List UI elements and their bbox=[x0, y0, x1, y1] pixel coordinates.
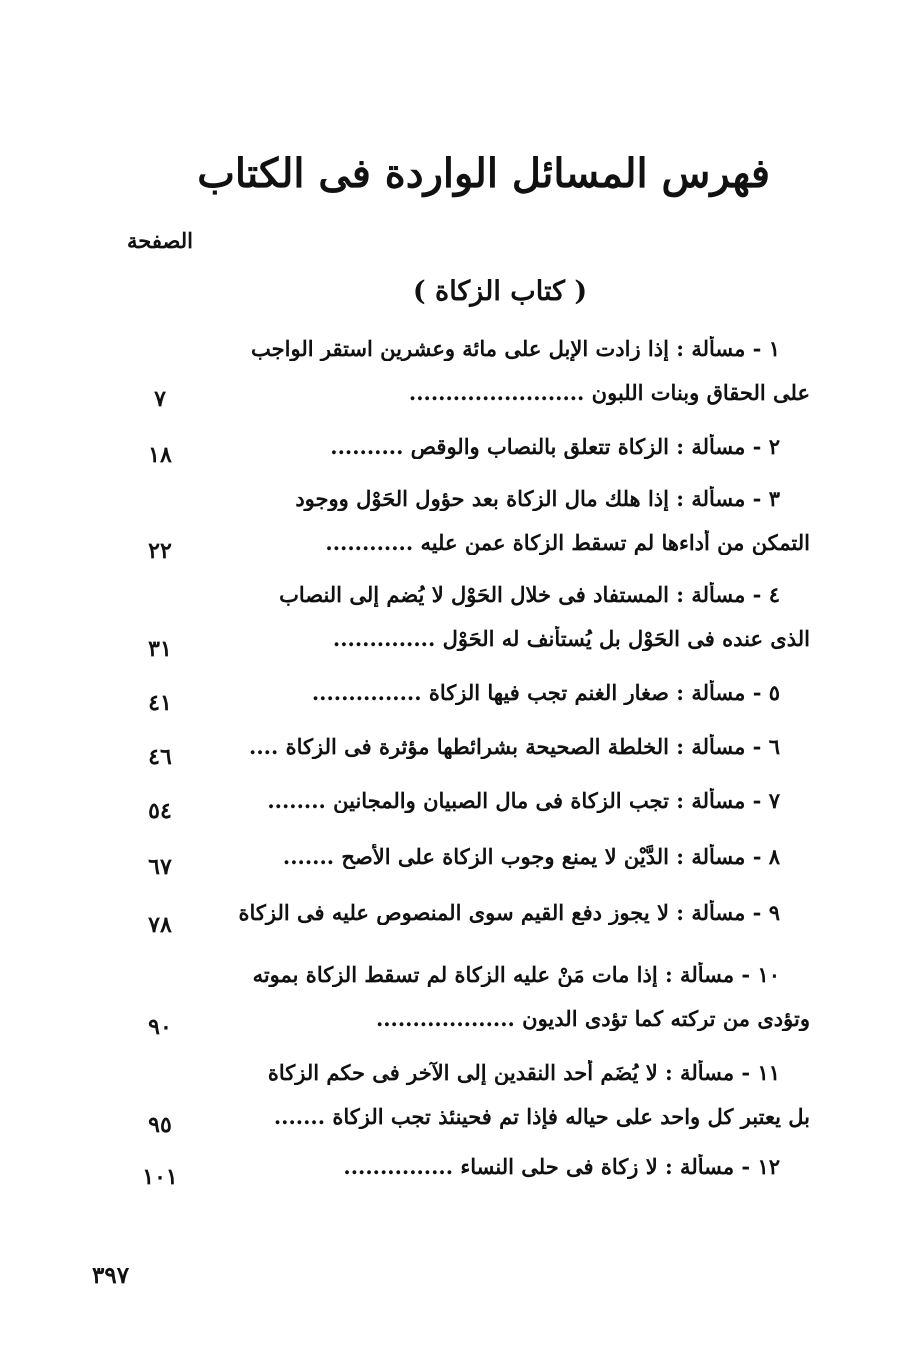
entry-line: ٨ - مسألة : الدَّيْن لا يمنع وجوب الزكاة على الأصح ....... bbox=[282, 844, 780, 869]
entry-line: ٩ - مسألة : لا يجوز دفع القيم سوى المنصوص عليه فى الزكاة bbox=[238, 900, 780, 925]
entry-page-number: ١٨ bbox=[148, 442, 172, 468]
entry-line: ٧ - مسألة : تجب الزكاة فى مال الصبيان والمجانين ........ bbox=[267, 788, 780, 813]
section-title: ( كتاب الزكاة ) bbox=[412, 276, 588, 307]
entry-line: ١٠ - مسألة : إذا مات مَنْ عليه الزكاة لم تسقط الزكاة بموته bbox=[252, 962, 780, 987]
entry-page-number: ٤١ bbox=[148, 690, 172, 716]
entry-line: ٣ - مسألة : إذا هلك مال الزكاة بعد حؤول الحَوْل ووجود bbox=[295, 486, 780, 511]
entry-line: ٢ - مسألة : الزكاة تتعلق بالنصاب والوقص .......... bbox=[330, 434, 780, 459]
entry-page-number: ٤٦ bbox=[148, 744, 172, 770]
entry-page-number: ٣١ bbox=[148, 636, 172, 662]
entry-line: ١٢ - مسألة : لا زكاة فى حلى النساء ............... bbox=[343, 1154, 780, 1179]
entry-page-number: ٧٨ bbox=[148, 912, 172, 938]
entry-line: الذى عنده فى الحَوْل بل يُستأنف له الحَوْل .............. bbox=[332, 626, 810, 651]
page-title: فهرس المسائل الواردة فى الكتاب bbox=[197, 150, 770, 197]
entry-page-number: ٥٤ bbox=[148, 798, 172, 824]
entry-line: ٥ - مسألة : صغار الغنم تجب فيها الزكاة ............... bbox=[311, 680, 780, 705]
entry-line: ٦ - مسألة : الخلطة الصحيحة بشرائطها مؤثرة فى الزكاة .... bbox=[249, 734, 780, 759]
entry-page-number: ٩٥ bbox=[148, 1112, 172, 1138]
entry-page-number: ١٠١ bbox=[142, 1164, 178, 1190]
entry-page-number: ٧ bbox=[154, 386, 166, 412]
entry-line: على الحقاق وبنات اللبون ........................ bbox=[408, 380, 810, 405]
entry-line: وتؤدى من تركته كما تؤدى الديون ................... bbox=[375, 1006, 810, 1031]
entry-line: ١ - مسألة : إذا زادت الإبل على مائة وعشرين استقر الواجب bbox=[251, 336, 780, 361]
entry-page-number: ٢٢ bbox=[148, 538, 172, 564]
entry-page-number: ٩٠ bbox=[148, 1014, 172, 1040]
page-column-header: الصفحة bbox=[127, 228, 193, 253]
entry-page-number: ٦٧ bbox=[148, 854, 172, 880]
entry-line: بل يعتبر كل واحد على حياله فإذا تم فحينئذ تجب الزكاة ....... bbox=[273, 1104, 810, 1129]
entry-line: ٤ - مسألة : المستفاد فى خلال الحَوْل لا يُضم إلى النصاب bbox=[279, 582, 780, 607]
folio-page-number: ٣٩٧ bbox=[92, 1262, 130, 1289]
entry-line: التمكن من أداءها لم تسقط الزكاة عمن عليه ............ bbox=[325, 530, 810, 555]
entry-line: ١١ - مسألة : لا يُضَم أحد النقدين إلى الآخر فى حكم الزكاة bbox=[267, 1060, 780, 1085]
